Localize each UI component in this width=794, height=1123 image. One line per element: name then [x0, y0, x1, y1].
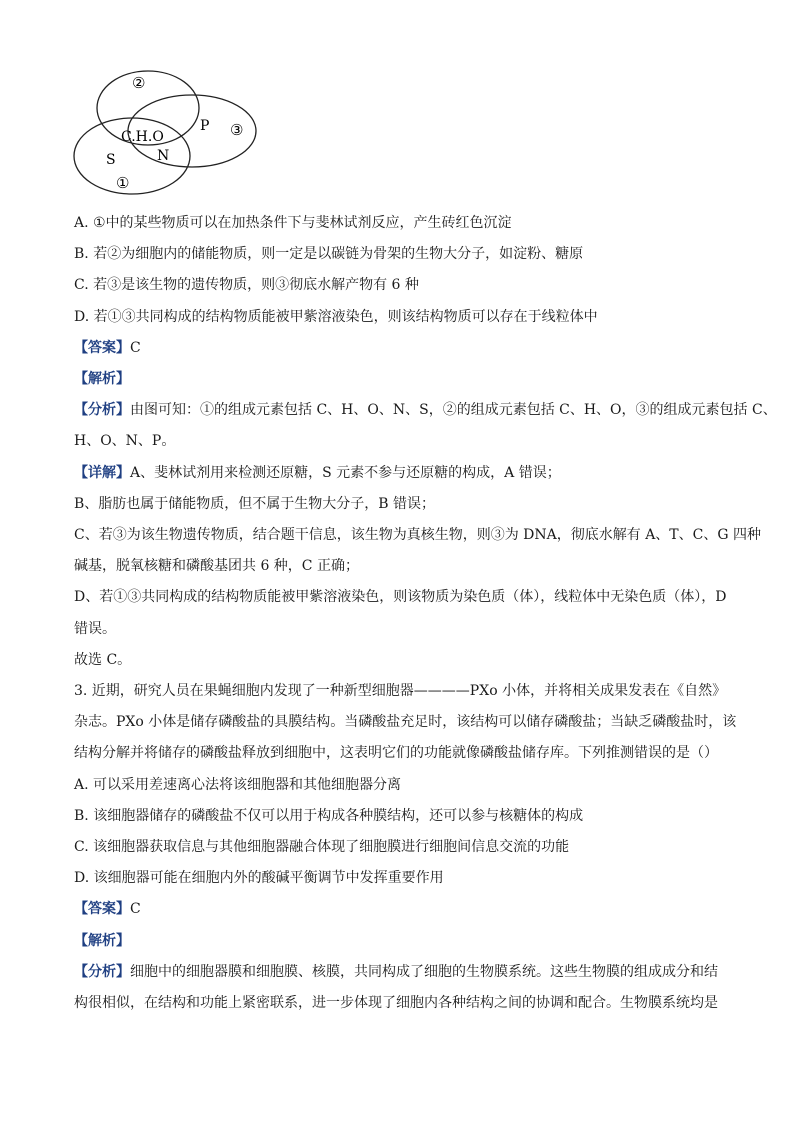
q2-detail-d-line-1: D、若①③共同构成的结构物质能被甲紫溶液染色，则该物质为染色质（体），线粒体中无染色质（体），D	[74, 589, 727, 605]
detail-a-text: A、斐林试剂用来检测还原糖，S 元素不参与还原糖的构成，A 错误；	[130, 465, 561, 481]
q3-option-d: D. 该细胞器可能在细胞内外的酸碱平衡调节中发挥重要作用	[74, 870, 444, 886]
q2-analysis-heading	[74, 369, 130, 389]
q3-answer	[74, 899, 141, 919]
q3-option-a: A. 可以采用差速离心法将该细胞器和其他细胞器分离	[74, 777, 402, 793]
label-n: N	[157, 148, 170, 164]
label-circle-2: ②	[132, 74, 146, 92]
answer-value: C	[130, 901, 141, 917]
q2-option-d: D. 若①③共同构成的结构物质能被甲紫溶液染色，则该结构物质可以存在于线粒体中	[74, 309, 598, 325]
q2-detail-b: B、脂肪也属于储能物质，但不属于生物大分子，B 错误；	[74, 496, 436, 512]
q2-detail-c-line-1: C、若③为该生物遗传物质，结合题干信息，该生物为真核生物，则③为 DNA，彻底水解有 A、T、C、G 四种	[74, 527, 761, 543]
label-p: P	[200, 118, 210, 134]
fenxi-tag: 【分析】	[74, 402, 130, 418]
q3-stem-line-2: 杂志。PXo 小体是储存磷酸盐的具膜结构。当磷酸盐充足时，该结构可以储存磷酸盐；当缺乏磷酸盐时，该	[74, 714, 737, 730]
venn-diagram	[72, 68, 262, 198]
answer-tag: 【答案】	[74, 901, 130, 917]
q3-analysis-heading	[74, 931, 130, 951]
answer-tag: 【答案】	[74, 340, 130, 356]
analysis-tag: 【解析】	[74, 371, 130, 387]
label-circle-1: ①	[116, 174, 130, 192]
q2-detail-d-line-2: 错误。	[74, 621, 116, 637]
q2-fenxi-line-1	[74, 400, 777, 420]
fenxi-text: 细胞中的细胞器膜和细胞膜、核膜，共同构成了细胞的生物膜系统。这些生物膜的组成成分和结	[130, 964, 718, 980]
q3-stem-line-3: 结构分解并将储存的磷酸盐释放到细胞中，这表明它们的功能就像磷酸盐储存库。下列推测错误的是（）	[74, 745, 718, 761]
q2-detail-a	[74, 463, 561, 483]
q2-fenxi-line-2: H、O、N、P。	[74, 433, 176, 449]
q2-detail-c-line-2: 碱基，脱氧核糖和磷酸基团共 6 种，C 正确；	[74, 558, 359, 574]
label-circle-3: ③	[230, 121, 244, 139]
q2-option-b: B. 若②为细胞内的储能物质，则一定是以碳链为骨架的生物大分子，如淀粉、糖原	[74, 246, 584, 262]
q3-option-b: B. 该细胞器储存的磷酸盐不仅可以用于构成各种膜结构，还可以参与核糖体的构成	[74, 808, 584, 824]
q2-option-a: A. ①中的某些物质可以在加热条件下与斐林试剂反应，产生砖红色沉淀	[74, 215, 512, 231]
label-center: C.H.O	[121, 129, 164, 145]
q3-option-c: C. 该细胞器获取信息与其他细胞器融合体现了细胞膜进行细胞间信息交流的功能	[74, 839, 570, 855]
q3-stem-line-1: 3. 近期，研究人员在果蝇细胞内发现了一种新型细胞器————PXo 小体，并将相关成果发表在《自然》	[74, 683, 727, 699]
fenxi-text: 由图可知：①的组成元素包括 C、H、O、N、S，②的组成元素包括 C、H、O，③的组成元素包括 C、	[130, 402, 777, 418]
fenxi-tag: 【分析】	[74, 964, 130, 980]
answer-value: C	[130, 340, 141, 356]
q2-answer	[74, 338, 141, 358]
label-s: S	[106, 152, 116, 168]
q2-conclusion: 故选 C。	[74, 652, 132, 668]
detail-tag: 【详解】	[74, 465, 130, 481]
analysis-tag: 【解析】	[74, 933, 130, 949]
q2-option-c: C. 若③是该生物的遗传物质，则③彻底水解产物有 6 种	[74, 277, 419, 293]
q3-fenxi-line-1	[74, 962, 718, 982]
q3-fenxi-line-2: 构很相似，在结构和功能上紧密联系，进一步体现了细胞内各种结构之间的协调和配合。生物膜系统均是	[74, 995, 718, 1011]
